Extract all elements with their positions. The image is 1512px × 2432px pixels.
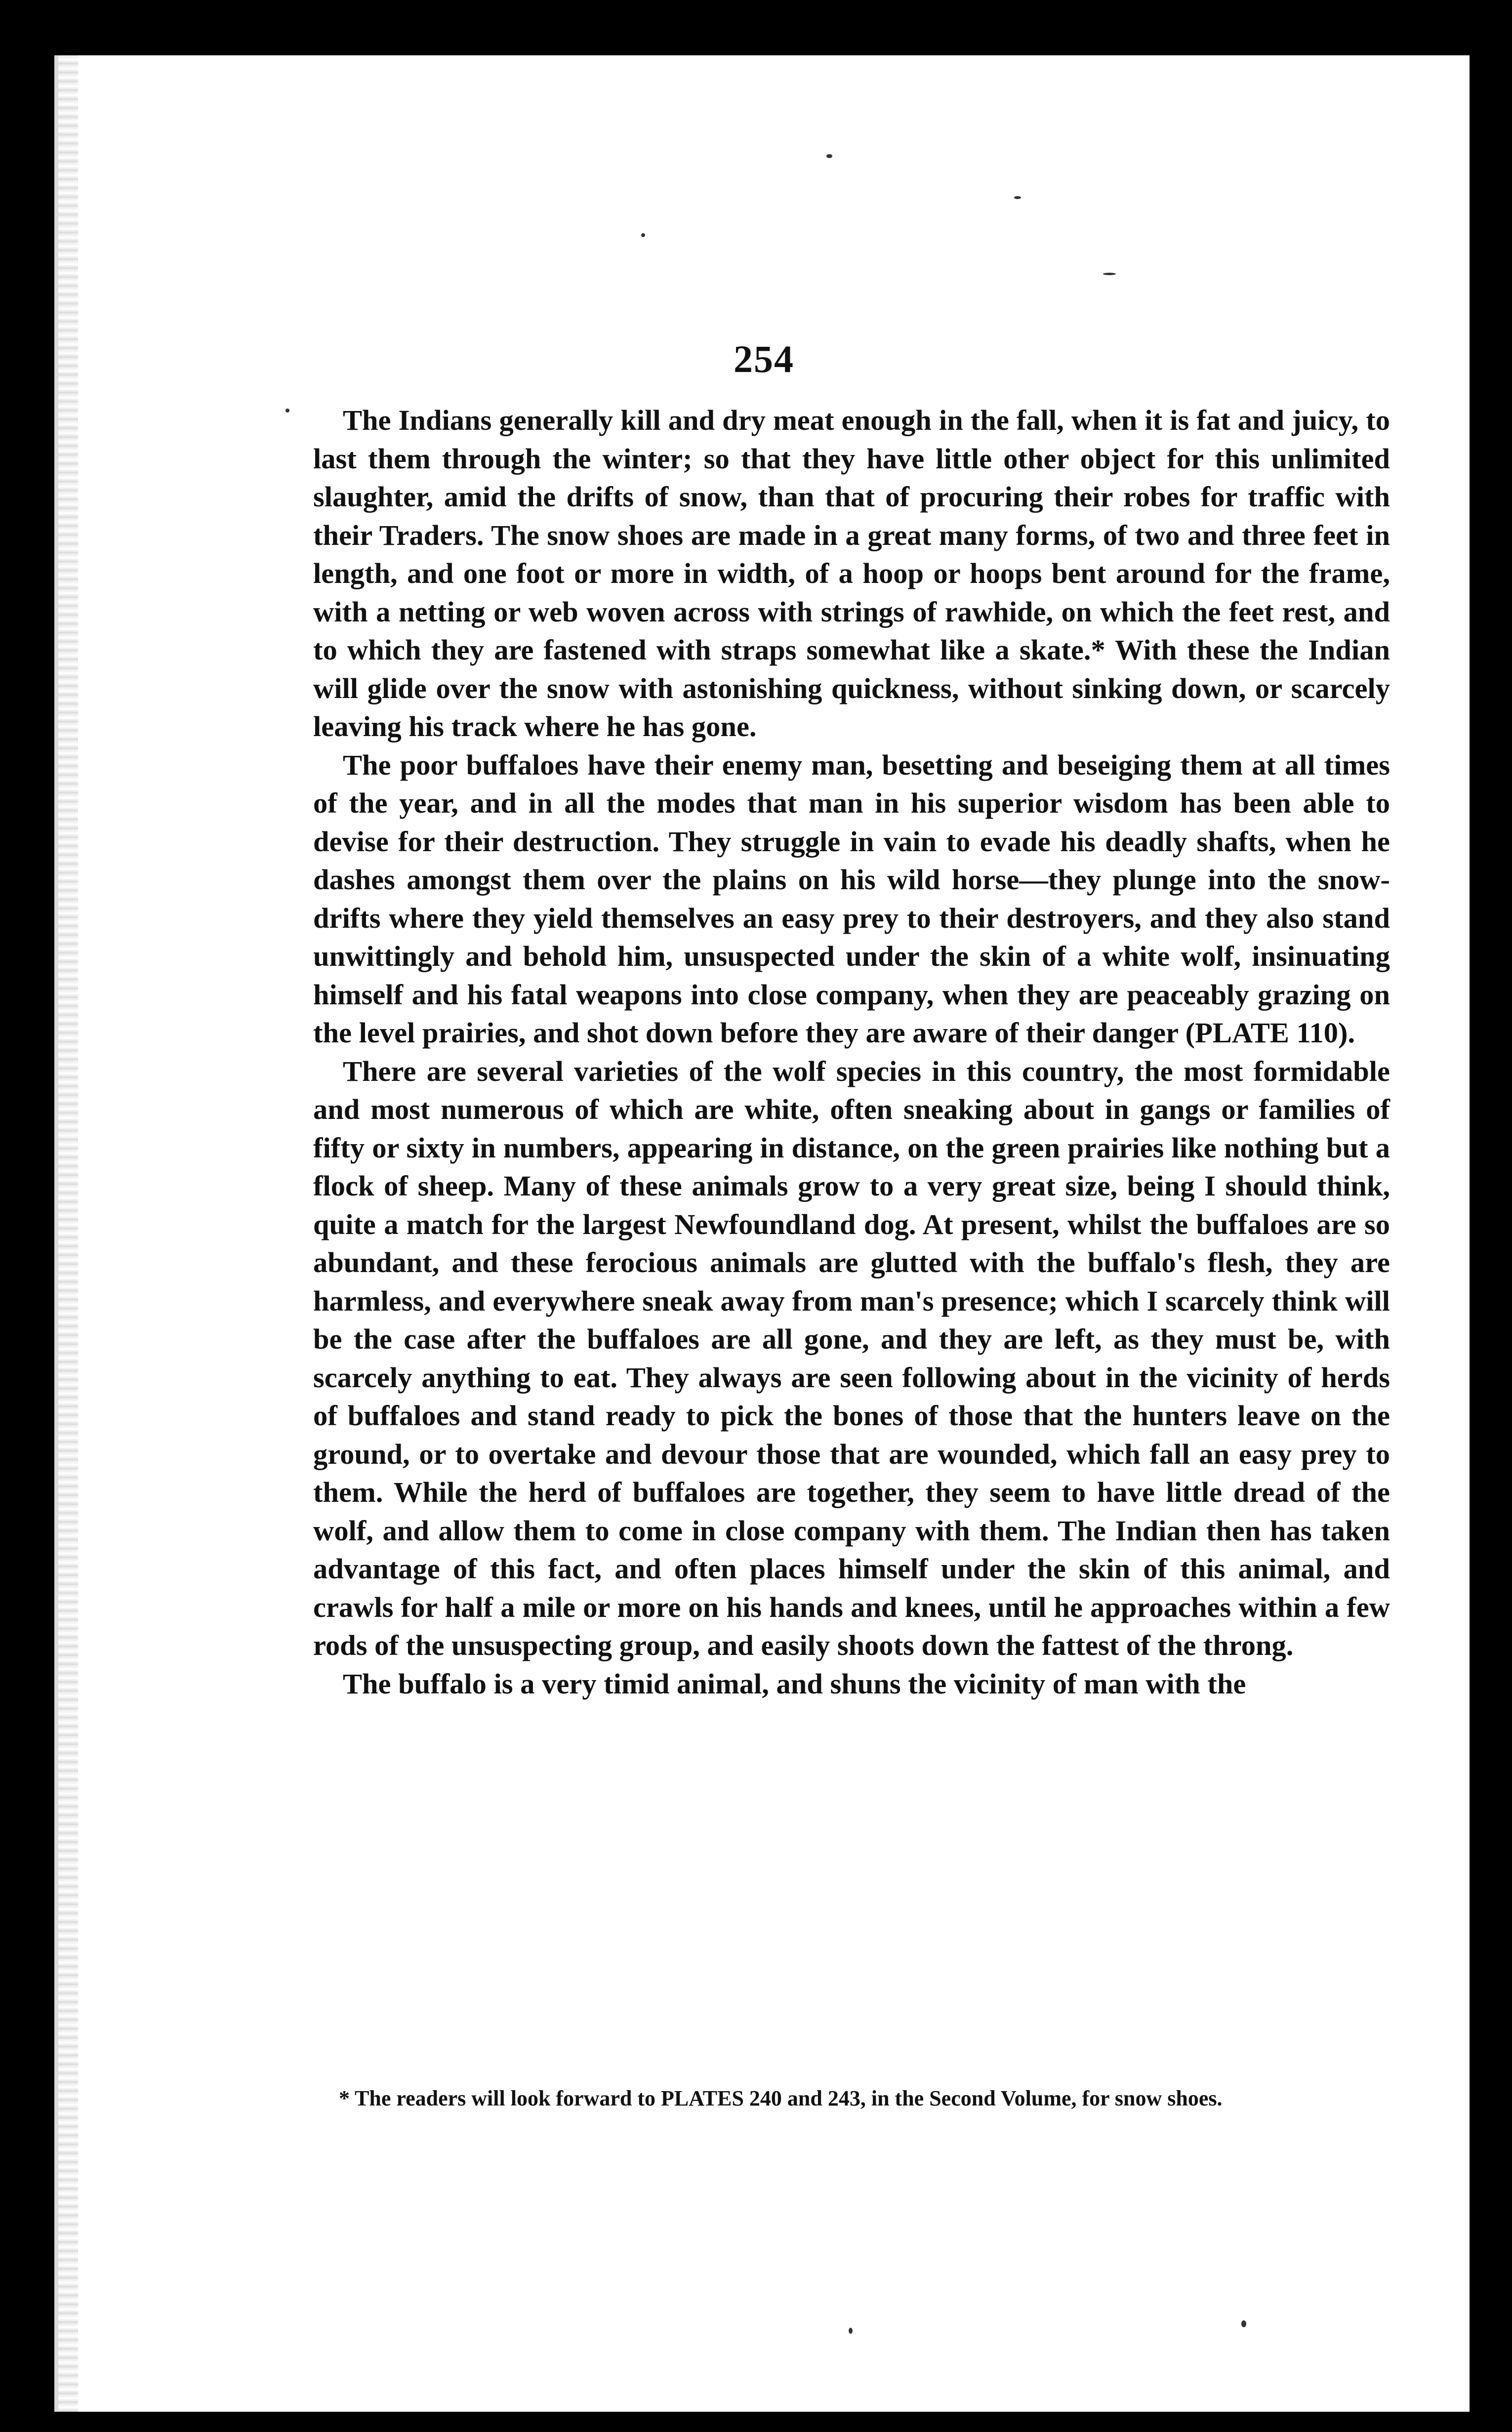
scan-speck xyxy=(1241,2320,1246,2327)
scan-speck xyxy=(849,2328,853,2334)
paragraph-wolf-species: There are several varieties of the wolf species in this country, the most formidable and most numerous of which are white, often sneaking about in gangs or families of fifty or sixty in numbers, appearing in distance, on the green prairies like nothing but a flock of sheep. Many of these animals grow to a very great size, being I should think, quite a match for the largest Newfoundland dog. At present, whilst the buffaloes are so abundant, and these ferocious animals are glutted with the buffalo's flesh, they are harmless, and everywhere sneak away from man's presence; which I scarcely think will be the case after the buffaloes are all gone, and they are left, as they must be, with scarcely anything to eat. They always are seen following about in the vicinity of herds of buffaloes and stand ready to pick the bones of those that the hunters leave on the ground, or to overtake and devour those that are wounded, which fall an easy prey to them. While the herd of buffaloes are together, they seem to have little dread of the wolf, and allow them to come in close company with them. The Indian then has taken advantage of this fact, and often places himself under the skin of this animal, and crawls for half a mile or more on his hands and knees, until he approaches within a few rods of the unsuspecting group, and easily shoots down the fattest of the throng. xyxy=(313,1055,1390,1661)
book-page xyxy=(54,55,1470,2412)
scan-speck xyxy=(641,233,645,237)
footnote-text: The readers will look forward to PLATES 240 and 243, in the Second Volume, for snow shoes. xyxy=(355,2086,1223,2110)
paragraph-buffalo-timid: The buffalo is a very timid animal, and shuns the vicinity of man with the xyxy=(343,1667,1246,1700)
paragraph-snow-shoes: The Indians generally kill and dry meat enough in the fall, when it is fat and juicy, to last them through the winter; so that they have little other object for this unlimited slaughter, amid the drifts of snow, than that of procuring their robes for traffic with their Traders. The snow shoes are made in a great many forms, of two and three feet in length, and one foot or more in width, of a hoop or hoops bent around for the frame, with a netting or web woven across with strings of rawhide, on which the feet rest, and to which they are fastened with straps somewhat like a skate.* With these the Indian will glide over the snow with astonishing quickness, without sinking down, or scarcely leaving his track where he has gone. xyxy=(313,404,1390,742)
scan-speck xyxy=(1014,196,1021,199)
footnote-marker: * xyxy=(339,2086,350,2110)
page-left-edge xyxy=(58,55,78,2412)
footnote xyxy=(339,2083,1391,2114)
page-number: 254 xyxy=(734,337,794,380)
scan-speck xyxy=(826,154,832,158)
scan-speck xyxy=(286,409,289,412)
scan-speck xyxy=(1103,273,1116,275)
paragraph-buffalo-enemy: The poor buffaloes have their enemy man, besetting and beseiging them at all times of the year, and in all the modes that man in his superior wisdom has been able to devise for their destruction. They struggle in vain to evade his deadly shafts, when he dashes amongst them over the plains on his wild horse—they plunge into the snow-drifts where they yield themselves an easy prey to their destroyers, and they also stand unwittingly and behold him, unsuspected under the skin of a white wolf, insinuating himself and his fatal weapons into close company, when they are peaceably grazing on the level prairies, and shot down before they are aware of their danger (PLATE 110). xyxy=(313,748,1390,1049)
body-text xyxy=(313,401,1390,1703)
